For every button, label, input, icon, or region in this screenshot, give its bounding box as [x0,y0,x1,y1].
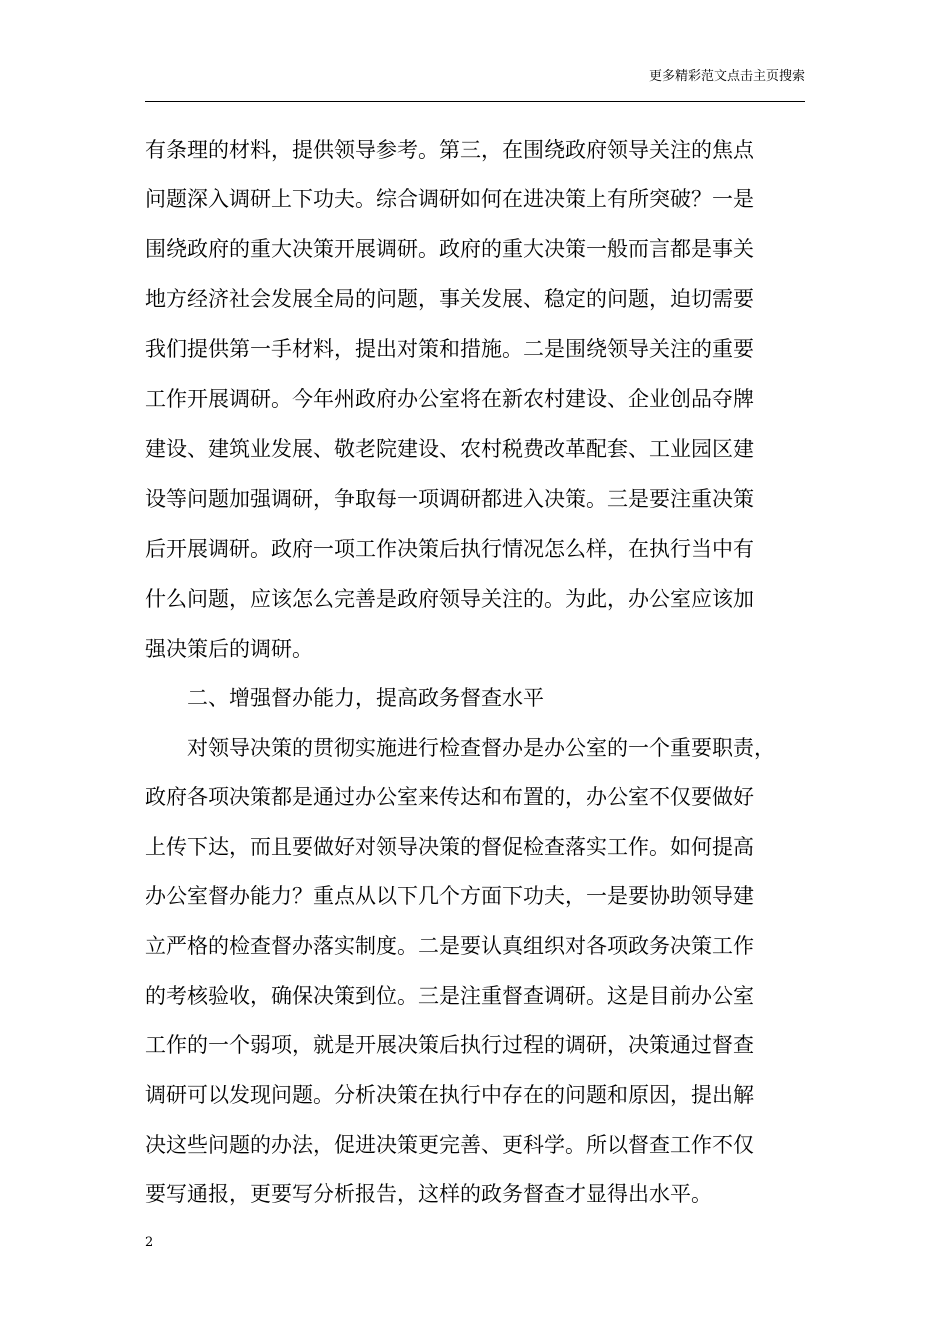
body-line: 建设、建筑业发展、敬老院建设、农村税费改革配套、工业园区建 [145,437,754,461]
section-heading: 二、增强督办能力，提高政务督查水平 [187,686,544,710]
homepage-search-link[interactable]: 更多精彩范文点击主页搜索 [648,69,805,84]
body-line: 工作开展调研。今年州政府办公室将在新农村建设、企业创品夺牌 [145,387,754,411]
body-line: 工作的一个弱项，就是开展决策后执行过程的调研，决策通过督查 [145,1033,754,1057]
page-number: 2 [145,1235,154,1250]
body-line: 政府各项决策都是通过办公室来传达和布置的，办公室不仅要做好 [145,785,754,809]
body-line: 立严格的检查督办落实制度。二是要认真组织对各项政务决策工作 [145,934,754,958]
body-line: 什么问题，应该怎么完善是政府领导关注的。为此，办公室应该加 [145,587,754,611]
body-line: 的考核验收，确保决策到位。三是注重督查调研。这是目前办公室 [145,984,754,1008]
body-line: 强决策后的调研。 [145,637,313,661]
body-line: 我们提供第一手材料，提出对策和措施。二是围绕领导关注的重要 [145,337,754,361]
body-line: 后开展调研。政府一项工作决策后执行情况怎么样，在执行当中有 [145,537,754,561]
body-line: 决这些问题的办法，促进决策更完善、更科学。所以督查工作不仅 [145,1133,754,1157]
body-line: 上传下达，而且要做好对领导决策的督促检查落实工作。如何提高 [145,835,754,859]
body-line: 围绕政府的重大决策开展调研。政府的重大决策一般而言都是事关 [145,237,754,261]
body-line: 办公室督办能力？重点从以下几个方面下功夫，一是要协助领导建 [145,884,754,908]
body-line: 问题深入调研上下功夫。综合调研如何在进决策上有所突破？一是 [145,187,754,211]
body-line: 地方经济社会发展全局的问题，事关发展、稳定的问题，迫切需要 [145,287,754,311]
header-divider [145,101,805,102]
body-line: 有条理的材料，提供领导参考。第三，在围绕政府领导关注的焦点 [145,138,754,162]
body-line: 调研可以发现问题。分析决策在执行中存在的问题和原因，提出解 [145,1083,754,1107]
body-line: 要写通报，更要写分析报告，这样的政务督查才显得出水平。 [145,1182,712,1206]
body-line: 设等问题加强调研，争取每一项调研都进入决策。三是要注重决策 [145,487,754,511]
body-line: 对领导决策的贯彻实施进行检查督办是办公室的一个重要职责， [187,736,775,760]
